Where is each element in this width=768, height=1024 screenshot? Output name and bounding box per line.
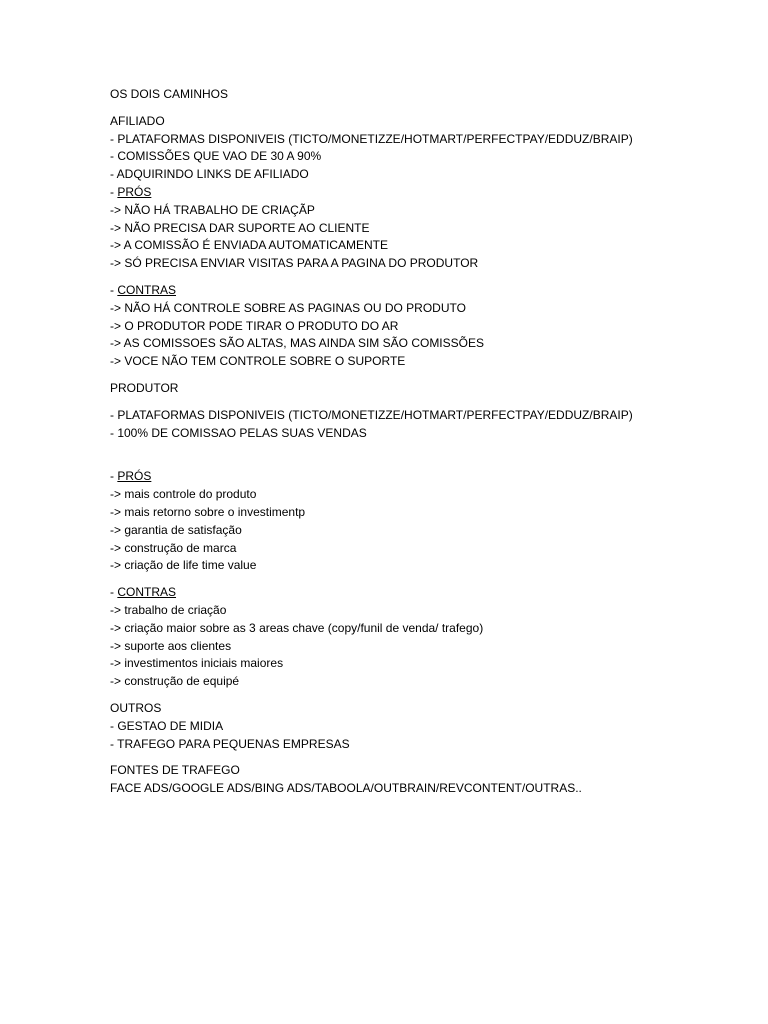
- section-heading-fontes: FONTES DE TRAFEGO: [110, 763, 240, 778]
- list-item: -> SÓ PRECISA ENVIAR VISITAS PARA A PAGINA DO PRODUTOR: [110, 256, 479, 271]
- list-item: -> suporte aos clientes: [110, 638, 232, 653]
- list-item: -> mais retorno sobre o investimentp: [110, 504, 306, 519]
- list-item: -> investimentos iniciais maiores: [110, 656, 284, 671]
- section-heading-afiliado: AFILIADO: [110, 113, 165, 128]
- list-item: -> A COMISSÃO É ENVIADA AUTOMATICAMENTE: [110, 238, 388, 253]
- contras-label: CONTRAS: [117, 585, 177, 600]
- pros-label: PRÓS: [117, 469, 152, 484]
- list-item: -> garantia de satisfação: [110, 522, 242, 537]
- section-heading-produtor: PRODUTOR: [110, 380, 179, 395]
- list-item: -> NÃO PRECISA DAR SUPORTE AO CLIENTE: [110, 220, 370, 235]
- list-item: -> construção de marca: [110, 540, 237, 555]
- list-item: -> O PRODUTOR PODE TIRAR O PRODUTO DO AR: [110, 318, 399, 333]
- contras-label: CONTRAS: [117, 282, 177, 297]
- list-item: -> AS COMISSOES SÃO ALTAS, MAS AINDA SIM SÃO COMISSÕES: [110, 336, 484, 351]
- contras-heading-produtor: [110, 584, 750, 602]
- list-item: -> mais controle do produto: [110, 487, 257, 502]
- document-title: OS DOIS CAMINHOS: [110, 87, 229, 101]
- list-item: - 100% DE COMISSAO PELAS SUAS VENDAS: [110, 425, 367, 440]
- pros-heading-afiliado: [110, 184, 750, 202]
- list-item: -> criação maior sobre as 3 areas chave (copy/funil de venda/ trafego): [110, 620, 484, 635]
- list-item: - COMISSÕES QUE VAO DE 30 A 90%: [110, 149, 322, 164]
- pros-prefix: -: [110, 184, 118, 199]
- list-item: - ADQUIRINDO LINKS DE AFILIADO: [110, 167, 309, 182]
- contras-prefix: -: [110, 282, 118, 297]
- list-item: -> criação de life time value: [110, 558, 257, 573]
- list-item: -> NÃO HÁ CONTROLE SOBRE AS PAGINAS OU DO PRODUTO: [110, 300, 466, 315]
- list-item: -> trabalho de criação: [110, 602, 227, 617]
- pros-prefix: -: [110, 469, 118, 484]
- document-page: [110, 86, 750, 798]
- pros-heading-produtor: [110, 468, 750, 486]
- list-item: - PLATAFORMAS DISPONIVEIS (TICTO/MONETIZZE/HOTMART/PERFECTPAY/EDDUZ/BRAIP): [110, 131, 633, 146]
- list-item: - GESTAO DE MIDIA: [110, 718, 224, 733]
- list-item: - TRAFEGO PARA PEQUENAS EMPRESAS: [110, 736, 350, 751]
- fontes-list: FACE ADS/GOOGLE ADS/BING ADS/TABOOLA/OUTBRAIN/REVCONTENT/OUTRAS..: [110, 781, 582, 796]
- list-item: -> construção de equipé: [110, 674, 240, 689]
- list-item: - PLATAFORMAS DISPONIVEIS (TICTO/MONETIZZE/HOTMART/PERFECTPAY/EDDUZ/BRAIP): [110, 407, 633, 422]
- list-item: -> NÃO HÁ TRABALHO DE CRIAÇÃP: [110, 202, 315, 217]
- list-item: -> VOCE NÃO TEM CONTROLE SOBRE O SUPORTE: [110, 354, 406, 369]
- pros-label: PRÓS: [117, 184, 152, 199]
- section-heading-outros: OUTROS: [110, 700, 162, 715]
- contras-prefix: -: [110, 585, 118, 600]
- contras-heading-afiliado: [110, 282, 750, 300]
